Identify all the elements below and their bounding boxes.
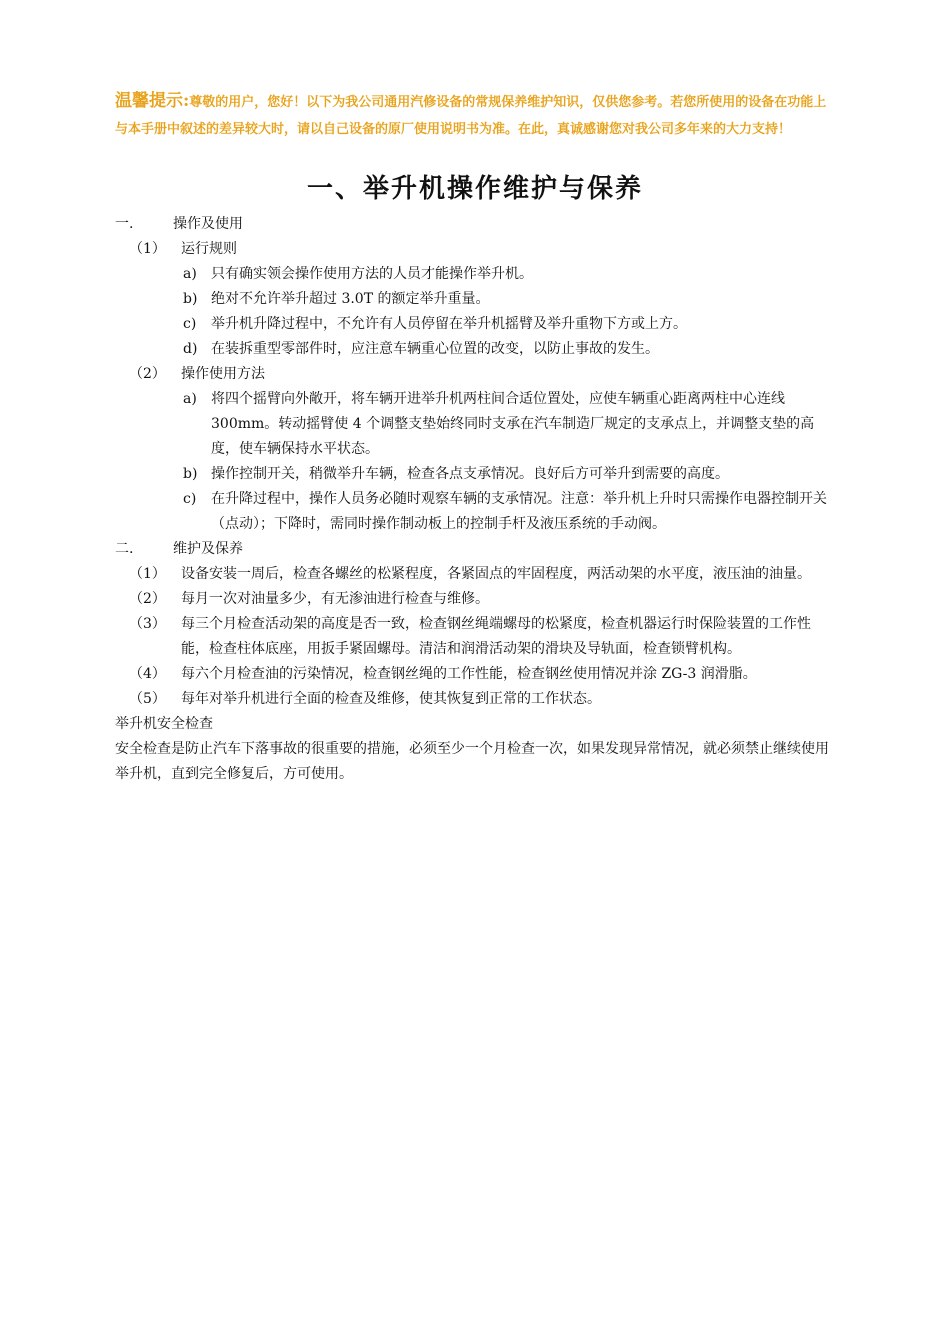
item-text: 只有确实领会操作使用方法的人员才能操作举升机。 xyxy=(211,266,533,282)
subsection-title: 操作使用方法 xyxy=(181,366,265,382)
item-text: 绝对不允许举升超过 3.0T 的额定举升重量。 xyxy=(211,291,490,307)
maintenance-item xyxy=(115,687,837,712)
item-text: 每六个月检查油的污染情况，检查钢丝绳的工作性能，检查钢丝使用情况并涂 ZG-3 润滑脂。 xyxy=(181,666,757,682)
safety-paragraph: 安全检查是防止汽车下落事故的很重要的措施，必须至少一个月检查一次，如果发现异常情况，就必须禁止继续使用举升机，直到完全修复后，方可使用。 xyxy=(115,741,829,782)
section-heading xyxy=(115,212,837,237)
item-text: 设备安装一周后，检查各螺丝的松紧程度，各紧固点的牢固程度，两活动架的水平度，液压油的油量。 xyxy=(181,566,811,582)
item-marker: （3） xyxy=(129,616,166,632)
item-text: 举升机升降过程中，不允许有人员停留在举升机摇臂及举升重物下方或上方。 xyxy=(211,316,687,332)
list-item xyxy=(115,337,837,362)
maintenance-item xyxy=(115,562,837,587)
document-body xyxy=(115,212,837,787)
item-marker: d) xyxy=(183,341,198,357)
item-marker: （1） xyxy=(129,566,166,582)
item-text: 操作控制开关，稍微举升车辆，检查各点支承情况。良好后方可举升到需要的高度。 xyxy=(211,466,729,482)
item-text: 每年对举升机进行全面的检查及维修，使其恢复到正常的工作状态。 xyxy=(181,691,601,707)
maintenance-item xyxy=(115,612,837,662)
item-marker: c) xyxy=(183,316,197,332)
item-marker: b) xyxy=(183,466,198,482)
section-title: 操作及使用 xyxy=(173,216,243,232)
item-marker: c) xyxy=(183,491,197,507)
item-marker: （2） xyxy=(129,591,166,607)
item-text: 每三个月检查活动架的高度是否一致，检查钢丝绳端螺母的松紧度，检查机器运行时保险装置的工作性能，检查柱体底座，用扳手紧固螺母。清洁和润滑活动架的滑块及导轨面，检查锁臂机构。 xyxy=(181,616,811,657)
section-number: 二. xyxy=(115,541,134,557)
list-item xyxy=(115,462,837,487)
maintenance-item xyxy=(115,587,837,612)
warm-notice xyxy=(115,88,835,143)
item-text: 在装拆重型零部件时，应注意车辆重心位置的改变，以防止事故的发生。 xyxy=(211,341,659,357)
section-heading xyxy=(115,537,837,562)
list-item xyxy=(115,312,837,337)
item-text: 每月一次对油量多少，有无渗油进行检查与维修。 xyxy=(181,591,489,607)
subsection-heading xyxy=(115,237,837,262)
list-item xyxy=(115,387,837,462)
section-number: 一. xyxy=(115,216,134,232)
item-marker: a) xyxy=(183,391,197,407)
subsection-heading xyxy=(115,362,837,387)
section-title: 维护及保养 xyxy=(173,541,243,557)
item-text: 将四个摇臂向外敞开，将车辆开进举升机两柱间合适位置处，应使车辆重心距离两柱中心连线 300mm。转动摇臂使 4 个调整支垫始终同时支承在汽车制造厂规定的支承点上，并调整支垫的高度，使车辆保持水平状态。 xyxy=(211,391,815,457)
item-marker: a) xyxy=(183,266,197,282)
maintenance-item xyxy=(115,662,837,687)
item-marker: b) xyxy=(183,291,198,307)
item-marker: （4） xyxy=(129,666,166,682)
list-item xyxy=(115,487,837,537)
item-marker: （5） xyxy=(129,691,166,707)
notice-label: 温馨提示: xyxy=(115,91,190,111)
list-item xyxy=(115,287,837,312)
subsection-number: （2） xyxy=(129,366,166,382)
subsection-title: 运行规则 xyxy=(181,241,237,257)
notice-text: 尊敬的用户，您好！以下为我公司通用汽修设备的常规保养维护知识，仅供您参考。若您所使用的设备在功能上与本手册中叙述的差异较大时，请以自己设备的原厂使用说明书为准。在此，真诚感谢您对我公司多年来的大力支持！ xyxy=(115,95,827,137)
item-text: 在升降过程中，操作人员务必随时观察车辆的支承情况。注意：举升机上升时只需操作电器控制开关（点动）；下降时，需同时操作制动板上的控制手杆及液压系统的手动阀。 xyxy=(211,491,827,532)
safety-heading: 举升机安全检查 xyxy=(115,716,213,732)
subsection-number: （1） xyxy=(129,241,166,257)
page-title: 一、举升机操作维护与保养 xyxy=(306,174,643,204)
list-item xyxy=(115,262,837,287)
